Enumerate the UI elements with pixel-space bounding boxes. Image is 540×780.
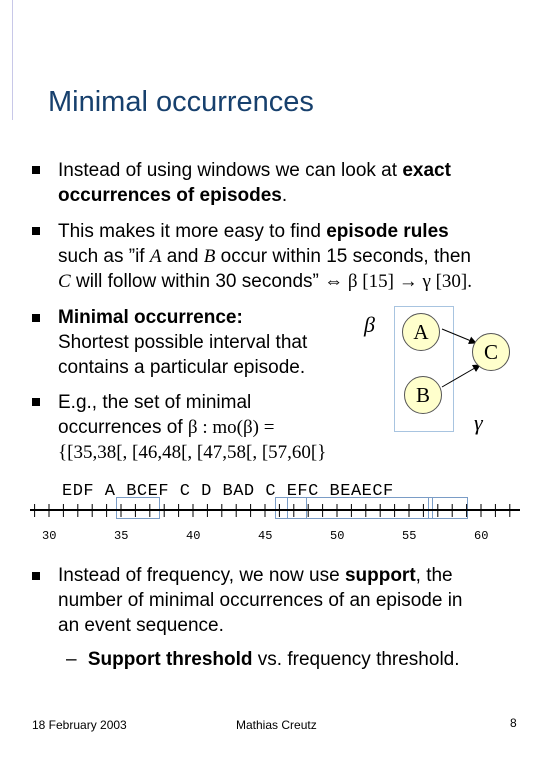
tick-label: 40 <box>186 529 201 543</box>
mo-formula: β : mo(β) = <box>187 417 275 438</box>
episode-rule-formula: ⇔ β [15] → γ [30]. <box>324 271 473 292</box>
bullet-1-text: Instead of using windows we can look at exact occurrences of episodes. <box>58 160 451 206</box>
gamma-label: γ <box>474 410 483 435</box>
page-number: 8 <box>510 716 517 730</box>
event-sequence: EDF A BCEF C D BAD C EFC BEAECF <box>62 482 394 501</box>
tick-label: 60 <box>474 529 489 543</box>
minimal-occurrence-set: {[35,38[, [46,48[, [47,58[, [57,60[} <box>58 442 327 463</box>
sub-bullet-text: – Support threshold vs. frequency threshold. <box>66 649 460 670</box>
bullet-5-text: Instead of frequency, we now use support, the number of minimal occurrences of an episode in an event sequence. <box>58 565 463 636</box>
bullet-marker <box>32 572 40 580</box>
tick-label: 45 <box>258 529 273 543</box>
tick-label: 55 <box>402 529 417 543</box>
node-a: A <box>402 313 440 351</box>
tick-label: 50 <box>330 529 345 543</box>
footer-author: Mathias Creutz <box>236 718 317 732</box>
bullet-4-text: E.g., the set of minimal occurrences of β : mo(β) = {[35,38[, [46,48[, [47,58[, [57,60[} <box>58 392 327 463</box>
slide-title: Minimal occurrences <box>48 86 314 118</box>
dash-marker: – <box>66 649 77 670</box>
beta-label: β <box>364 312 375 337</box>
tick-label: 30 <box>42 529 57 543</box>
node-c: C <box>472 333 510 371</box>
footer-date: 18 February 2003 <box>32 718 127 732</box>
tick-label: 35 <box>114 529 129 543</box>
bullet-3-text: Minimal occurrence: Shortest possible interval that contains a particular episode. <box>58 307 308 378</box>
node-b: B <box>404 376 442 414</box>
bullet-2-text: This makes it more easy to find episode rules such as ”if A and B occur within 15 seconds, then C will follow within 30 seconds” ⇔ β [15] → γ [30]. <box>58 221 473 292</box>
